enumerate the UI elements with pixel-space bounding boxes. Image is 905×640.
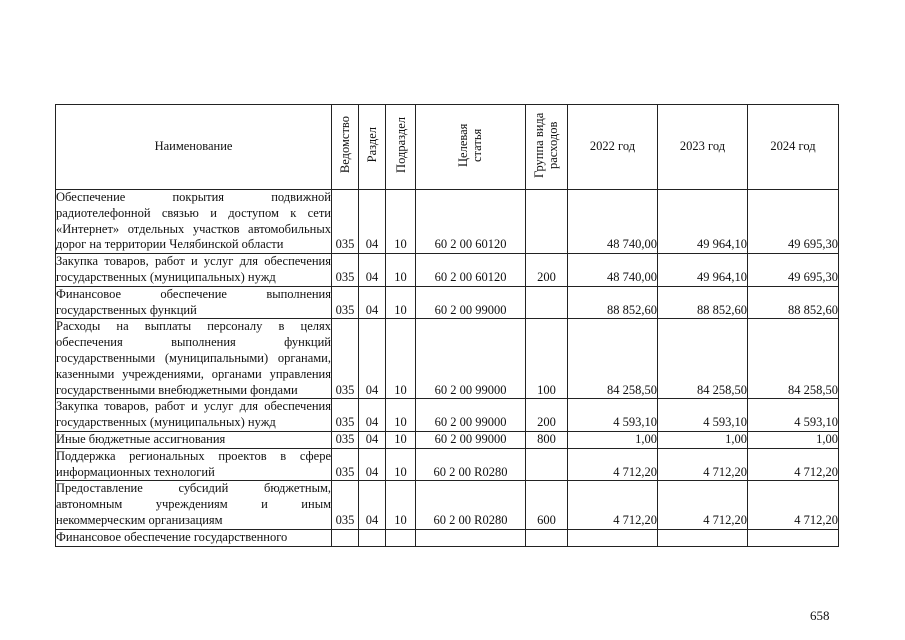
row-2022: 4 712,20 [568, 481, 658, 529]
header-group: Группа вида расходов [526, 105, 568, 190]
row-2022: 4 712,20 [568, 448, 658, 481]
row-2023: 49 964,10 [658, 254, 748, 287]
row-2023: 1,00 [658, 431, 748, 448]
row-group: 200 [526, 399, 568, 432]
row-2024: 84 258,50 [748, 319, 839, 399]
row-podrazdel: 10 [386, 190, 416, 254]
row-2023: 49 964,10 [658, 190, 748, 254]
row-vedomstvo: 035 [332, 399, 359, 432]
table-row [56, 399, 839, 432]
row-2023 [658, 529, 748, 546]
row-vedomstvo: 035 [332, 286, 359, 319]
row-2023: 88 852,60 [658, 286, 748, 319]
row-podrazdel: 10 [386, 286, 416, 319]
row-2024: 4 593,10 [748, 399, 839, 432]
row-name: Иные бюджетные ассигнования [56, 431, 332, 448]
row-razdel: 04 [359, 254, 386, 287]
row-podrazdel: 10 [386, 319, 416, 399]
row-2024: 49 695,30 [748, 190, 839, 254]
row-2023: 84 258,50 [658, 319, 748, 399]
row-2022: 48 740,00 [568, 190, 658, 254]
header-2023: 2023 год [658, 105, 748, 190]
row-name: Закупка товаров, работ и услуг для обеспечения государственных (муниципальных) нужд [56, 254, 332, 287]
row-podrazdel [386, 529, 416, 546]
row-vedomstvo [332, 529, 359, 546]
header-vedomstvo: Ведомство [332, 105, 359, 190]
row-podrazdel: 10 [386, 431, 416, 448]
header-row [56, 105, 839, 190]
row-2023: 4 712,20 [658, 448, 748, 481]
row-vedomstvo: 035 [332, 448, 359, 481]
table-row [56, 481, 839, 529]
row-name: Предоставление субсидий бюджетным, автономным учреждениям и иным некоммерческим организациям [56, 481, 332, 529]
row-podrazdel: 10 [386, 448, 416, 481]
header-target: Целевая статья [416, 105, 526, 190]
row-2022: 48 740,00 [568, 254, 658, 287]
row-razdel: 04 [359, 481, 386, 529]
row-target: 60 2 00 60120 [416, 254, 526, 287]
row-razdel: 04 [359, 399, 386, 432]
row-target: 60 2 00 R0280 [416, 481, 526, 529]
row-2024: 4 712,20 [748, 448, 839, 481]
table-row [56, 431, 839, 448]
row-podrazdel: 10 [386, 399, 416, 432]
row-group: 200 [526, 254, 568, 287]
row-target: 60 2 00 99000 [416, 399, 526, 432]
row-razdel: 04 [359, 319, 386, 399]
row-2022 [568, 529, 658, 546]
row-2024: 4 712,20 [748, 481, 839, 529]
row-2024: 49 695,30 [748, 254, 839, 287]
row-target: 60 2 00 99000 [416, 431, 526, 448]
budget-table [55, 104, 839, 547]
table-row [56, 319, 839, 399]
row-razdel: 04 [359, 286, 386, 319]
header-2022: 2022 год [568, 105, 658, 190]
table-row [56, 286, 839, 319]
row-target: 60 2 00 60120 [416, 190, 526, 254]
row-vedomstvo: 035 [332, 190, 359, 254]
header-name: Наименование [56, 105, 332, 190]
row-razdel: 04 [359, 431, 386, 448]
table-row [56, 529, 839, 546]
row-target: 60 2 00 R0280 [416, 448, 526, 481]
row-2022: 84 258,50 [568, 319, 658, 399]
row-vedomstvo: 035 [332, 254, 359, 287]
table-row [56, 448, 839, 481]
row-group [526, 448, 568, 481]
row-razdel: 04 [359, 190, 386, 254]
row-2023: 4 593,10 [658, 399, 748, 432]
row-target: 60 2 00 99000 [416, 319, 526, 399]
row-2022: 4 593,10 [568, 399, 658, 432]
row-2022: 88 852,60 [568, 286, 658, 319]
row-group [526, 190, 568, 254]
page-number: 658 [810, 608, 830, 623]
row-2024: 88 852,60 [748, 286, 839, 319]
row-vedomstvo: 035 [332, 319, 359, 399]
table-body [56, 190, 839, 547]
row-2024: 1,00 [748, 431, 839, 448]
row-name: Обеспечение покрытия подвижной радиотелефонной связью и доступом к сети «Интернет» отдельных участков автомобильных дорог на территории Челябинской области [56, 190, 332, 254]
row-razdel [359, 529, 386, 546]
row-group [526, 529, 568, 546]
row-name: Финансовое обеспечение выполнения государственных функций [56, 286, 332, 319]
row-group: 800 [526, 431, 568, 448]
row-razdel: 04 [359, 448, 386, 481]
row-2022: 1,00 [568, 431, 658, 448]
table-row [56, 190, 839, 254]
header-2024: 2024 год [748, 105, 839, 190]
row-vedomstvo: 035 [332, 481, 359, 529]
row-target: 60 2 00 99000 [416, 286, 526, 319]
row-name: Расходы на выплаты персоналу в целях обеспечения выполнения функций государственными (муниципальными) органами, казенными учреждениями, органами управления государственными внебюджетными фондами [56, 319, 332, 399]
row-group [526, 286, 568, 319]
row-podrazdel: 10 [386, 254, 416, 287]
row-group: 100 [526, 319, 568, 399]
header-razdel: Раздел [359, 105, 386, 190]
row-vedomstvo: 035 [332, 431, 359, 448]
row-name: Закупка товаров, работ и услуг для обеспечения государственных (муниципальных) нужд [56, 399, 332, 432]
row-group: 600 [526, 481, 568, 529]
row-podrazdel: 10 [386, 481, 416, 529]
row-name: Поддержка региональных проектов в сфере информационных технологий [56, 448, 332, 481]
row-2024 [748, 529, 839, 546]
table-row [56, 254, 839, 287]
header-podrazdel: Подраздел [386, 105, 416, 190]
row-2023: 4 712,20 [658, 481, 748, 529]
row-name: Финансовое обеспечение государственного [56, 529, 332, 546]
row-target [416, 529, 526, 546]
